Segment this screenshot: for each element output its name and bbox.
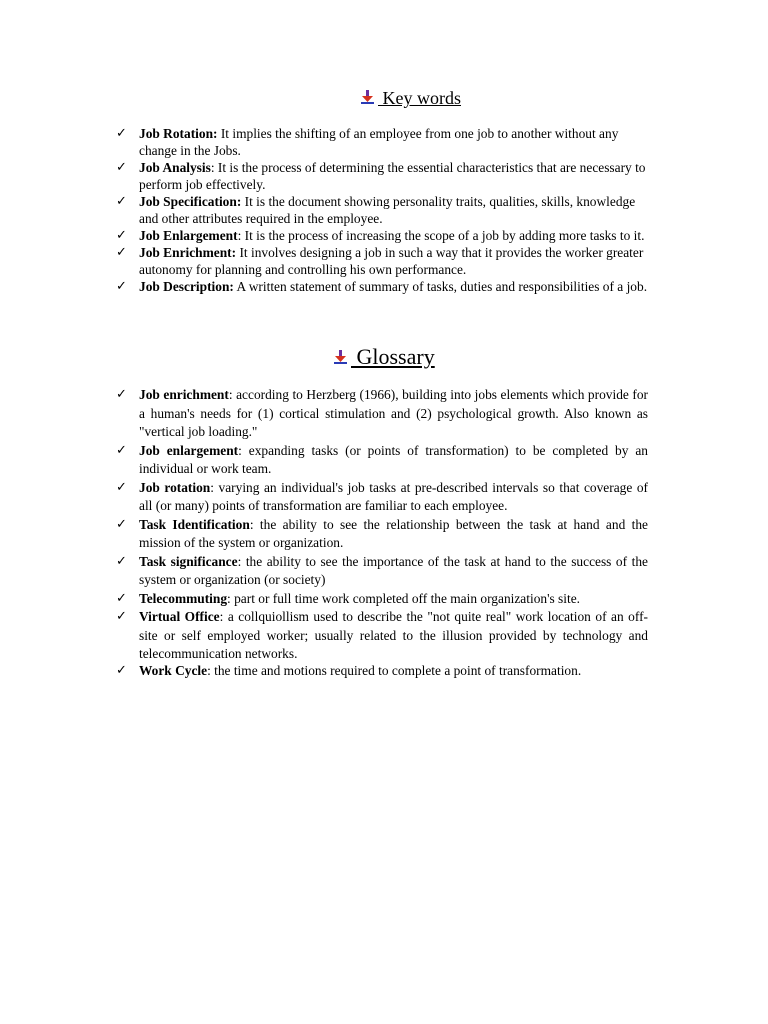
list-item [0,516,768,553]
term: Task Identification [139,516,250,532]
list-item [0,664,768,678]
definition: : according to Herzberg (1966), building into jobs elements which provide for a human's needs for (1) cortical stimulation and (2) psychological growth. Also known as "vertical job loading." [139,387,648,439]
check-icon: ✓ [116,590,127,606]
check-icon: ✓ [116,662,127,678]
check-icon: ✓ [116,227,127,243]
list-item [0,279,768,296]
definition: : expanding tasks (or points of transformation) to be completed by an individual or work team. [139,442,648,476]
check-icon: ✓ [116,553,127,569]
list-item [0,553,768,590]
term: Job enlargement [139,442,239,458]
check-icon: ✓ [116,245,127,261]
term: Telecommuting [139,590,228,606]
list-item [0,194,768,228]
term: Job Specification: [139,193,242,209]
check-icon: ✓ [116,159,127,175]
definition: : It is the process of increasing the scope of a job by adding more tasks to it. [237,227,645,243]
term: Job Enrichment: [139,245,237,261]
definition: : part or full time work completed off the main organization's site. [227,590,580,606]
definition: : the ability to see the relationship between the task at hand and the mission of the system or organization. [139,516,648,550]
list-item [0,245,768,279]
arrow-down-icon [360,88,376,102]
list-item [0,590,768,609]
check-icon: ✓ [116,193,127,209]
list-item [0,479,768,516]
definition: : the ability to see the importance of the task at hand to the success of the system or organization (or society) [139,553,648,587]
definition: It implies the shifting of an employee from one job to another without any change in the Jobs. [139,126,619,158]
definition: : It is the process of determining the essential characteristics that are necessary to perform job effectively. [139,159,646,192]
list-item [0,160,768,194]
glossary-list [0,386,768,678]
check-icon: ✓ [116,279,127,295]
check-icon: ✓ [116,126,127,141]
term: Job Rotation: [139,126,218,141]
list-item [0,228,768,245]
list-item [0,442,768,479]
check-icon: ✓ [116,516,127,532]
term: Job rotation [139,479,211,495]
key-words-heading [360,88,461,109]
term: Job Analysis [139,159,211,175]
term: Job Enlargement [139,227,238,243]
definition: : varying an individual's job tasks at pre-described intervals so that coverage of all (or many) points of transformation are familiar to each employee. [139,479,648,513]
list-item [0,126,768,160]
arrow-down-icon [333,344,349,358]
definition: : the time and motions required to complete a point of transformation. [207,662,582,678]
term: Job enrichment [139,387,229,402]
definition: It is the document showing personality traits, qualities, skills, knowledge and other attributes required in the employee. [139,193,636,226]
definition: A written statement of summary of tasks, duties and responsibilities of a job. [233,279,648,295]
key-words-list [0,126,768,296]
definition: It involves designing a job in such a way that it provides the worker greater autonomy for planning and controlling his own performance. [139,245,644,277]
check-icon: ✓ [116,442,127,458]
key-words-title: Key words [378,88,461,108]
check-icon: ✓ [116,479,127,495]
check-icon: ✓ [116,387,127,402]
list-item [0,608,768,664]
glossary-title: Glossary [351,344,435,369]
definition: : a collquiollism used to describe the "not quite real" work location of an off-site or self employed worker; usually related to the illusion provided by technology and telecommunication networks. [139,609,648,661]
check-icon: ✓ [116,609,127,624]
list-item [0,386,768,442]
term: Work Cycle [139,662,208,678]
term: Virtual Office [139,609,220,624]
term: Task significance [139,553,238,569]
glossary-heading [333,344,435,370]
term: Job Description: [139,279,234,295]
